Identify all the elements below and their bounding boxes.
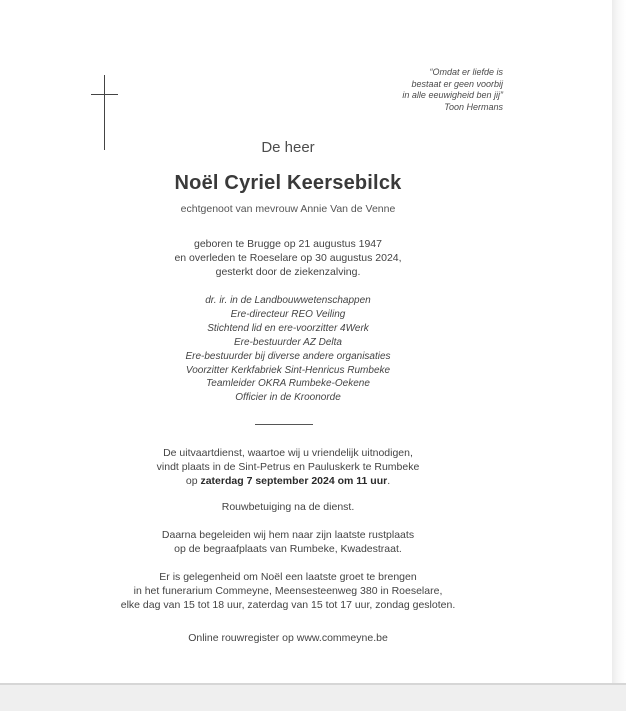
- title-item: Ere-bestuurder AZ Delta: [233, 336, 342, 348]
- title-item: Officier in de Kroonorde: [235, 392, 341, 404]
- funeral-block: [88, 446, 488, 488]
- title-item: Voorzitter Kerkfabriek Sint-Henricus Rumbeke: [185, 364, 391, 376]
- funeral-date-line: [88, 474, 488, 488]
- birth-line: geboren te Brugge op 21 augustus 1947: [194, 238, 382, 250]
- funeral-date-suffix: .: [387, 475, 391, 487]
- funeral-date: zaterdag 7 september 2024 om 11 uur: [200, 475, 388, 487]
- burial-line: op de begraafplaats van Rumbeke, Kwadestraat.: [174, 543, 402, 555]
- sacrament-line: gesterkt door de ziekenzalving.: [215, 266, 361, 278]
- title-item: dr. ir. in de Landbouwwetenschappen: [205, 295, 371, 306]
- deceased-name: Noël Cyriel Keersebilck: [174, 172, 402, 194]
- visitation-block: [88, 570, 488, 612]
- online-register: Online rouwregister op www.commeyne.be: [188, 632, 388, 644]
- next-page-edge: [612, 0, 626, 684]
- quote-line: “Omdat er liefde is: [429, 67, 503, 77]
- page-bottom-edge: [0, 683, 626, 685]
- title-item: Teamleider OKRA Rumbeke-Oekene: [206, 378, 370, 390]
- visitation-line: Er is gelegenheid om Noël een laatste groet te brengen: [159, 571, 417, 583]
- quote-line: bestaat er geen voorbij: [411, 78, 503, 89]
- visitation-line: elke dag van 15 tot 18 uur, zaterdag van 15 tot 17 uur, zondag gesloten.: [120, 599, 456, 611]
- visitation-line: in het funerarium Commeyne, Meensesteenweg 380 in Roeselare,: [133, 585, 443, 597]
- salutation: De heer: [261, 139, 315, 156]
- birth-death-block: [88, 237, 488, 279]
- title-item: Stichtend lid en ere-voorzitter 4Werk: [207, 322, 369, 334]
- funeral-line: vindt plaats in de Sint-Petrus en Pauluskerk te Rumbeke: [156, 461, 420, 473]
- death-line: en overleden te Roeselare op 30 augustus 2024,: [174, 252, 402, 264]
- burial-line: Daarna begeleiden wij hem naar zijn laatste rustplaats: [161, 529, 415, 541]
- funeral-date-prefix: op: [185, 475, 201, 487]
- title-item: Ere-directeur REO Veiling: [230, 308, 346, 320]
- burial-block: [88, 528, 488, 556]
- separator-line: [255, 424, 313, 425]
- quote-author: Toon Hermans: [444, 101, 503, 112]
- quote-line: in alle eeuwigheid ben jij”: [402, 90, 503, 100]
- titles-list: [88, 294, 488, 405]
- title-item: Ere-bestuurder bij diverse andere organisaties: [185, 350, 391, 362]
- funeral-line: De uitvaartdienst, waartoe wij u vriendelijk uitnodigen,: [163, 447, 413, 459]
- quote-block: [303, 67, 503, 113]
- condolence-line: Rouwbetuiging na de dienst.: [221, 501, 355, 513]
- spouse-line: echtgenoot van mevrouw Annie Van de Venne: [180, 203, 396, 215]
